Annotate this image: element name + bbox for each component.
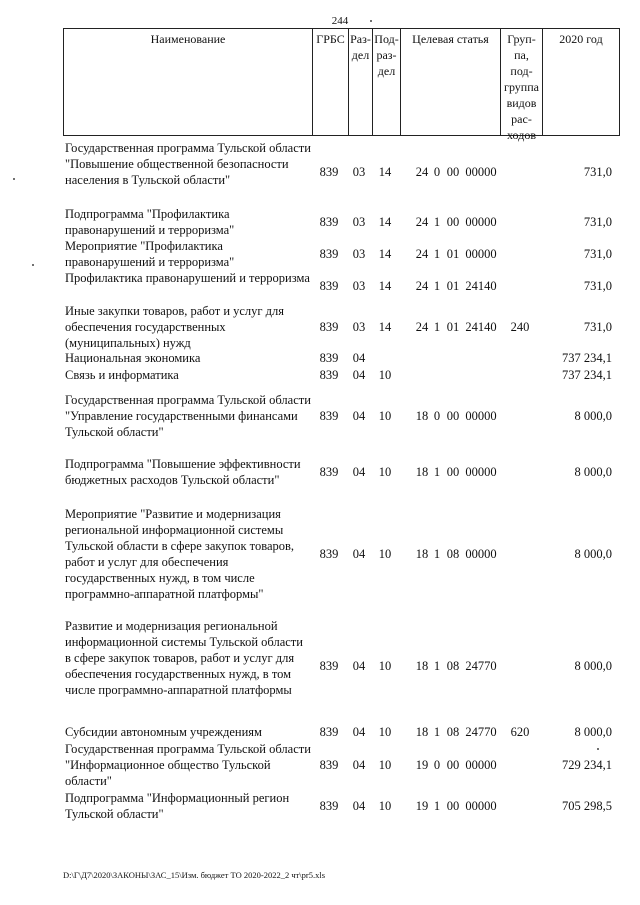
cell-cs1: 19 [415, 758, 429, 772]
cell-grbs: 839 [319, 547, 339, 561]
cell-cs2: 1 [433, 465, 441, 479]
table-row [63, 456, 620, 488]
table-row [63, 238, 620, 270]
row-name: Субсидии автономным учреждениям [65, 725, 262, 739]
table-row [63, 270, 620, 302]
cell-rz: 04 [352, 799, 366, 813]
cell-pr: 14 [378, 215, 392, 229]
cell-cs4: 00000 [465, 799, 497, 813]
cell-rz: 04 [352, 465, 366, 479]
cell-pr: 10 [378, 725, 392, 739]
cell-grbs: 839 [319, 409, 339, 423]
cell-cs2: 1 [433, 799, 441, 813]
cell-cs3: 08 [446, 547, 460, 561]
cell-amount: 8 000,0 [574, 659, 612, 673]
cell-grbs: 839 [319, 279, 339, 293]
row-name: Профилактика правонарушений и терроризма [65, 271, 310, 285]
cell-cs3: 01 [446, 247, 460, 261]
file-path-footer: D:\Г\Д7\2020\ЗАКОНЫ\ЗАС_15\Изм. бюджет ТО 2020-2022_2 чт\pr5.xls [63, 870, 326, 880]
cell-cs4: 24770 [465, 659, 497, 673]
cell-cs2: 0 [433, 758, 441, 772]
cell-amount: 8 000,0 [574, 465, 612, 479]
cell-grbs: 839 [319, 659, 339, 673]
cell-cs4: 00000 [465, 409, 497, 423]
cell-cs1: 24 [415, 279, 429, 293]
cell-amount: 731,0 [583, 215, 612, 229]
scan-speck [597, 748, 599, 750]
cell-cs4: 24140 [465, 320, 497, 334]
cell-grbs: 839 [319, 368, 339, 382]
cell-cs2: 1 [433, 279, 441, 293]
cell-amount: 729 234,1 [562, 758, 612, 772]
cell-cs2: 0 [433, 165, 441, 179]
cell-rz: 04 [352, 725, 366, 739]
cell-grbs: 839 [319, 725, 339, 739]
cell-rz: 04 [352, 547, 366, 561]
cell-rz: 04 [352, 409, 366, 423]
header-razdel: Раз- дел [348, 29, 372, 135]
page-number: 244 [331, 15, 349, 27]
cell-grbs: 839 [319, 758, 339, 772]
cell-pr: 10 [378, 799, 392, 813]
cell-pr: 10 [378, 465, 392, 479]
cell-cs1: 24 [415, 247, 429, 261]
cell-grbs: 839 [319, 320, 339, 334]
table-header [63, 28, 620, 142]
row-name: Связь и информатика [65, 368, 179, 382]
cell-rz: 04 [352, 758, 366, 772]
cell-pr: 10 [378, 758, 392, 772]
table-row [63, 790, 620, 822]
cell-amount: 731,0 [583, 165, 612, 179]
scan-speck [32, 264, 34, 266]
cell-amount: 737 234,1 [562, 368, 612, 382]
cell-pr: 10 [378, 409, 392, 423]
table-row [63, 367, 620, 383]
table-row [63, 350, 620, 366]
cell-cs4: 00000 [465, 165, 497, 179]
cell-cs2: 1 [433, 247, 441, 261]
cell-pr: 14 [378, 165, 392, 179]
row-name: Мероприятие "Профилактика правонарушений и терроризма" [65, 239, 235, 269]
cell-cs1: 18 [415, 725, 429, 739]
cell-pr: 10 [378, 547, 392, 561]
cell-cs4: 00000 [465, 547, 497, 561]
cell-cs4: 00000 [465, 215, 497, 229]
cell-pr: 14 [378, 320, 392, 334]
cell-rz: 03 [352, 320, 366, 334]
header-grbs: ГРБС [312, 29, 348, 135]
scan-speck [13, 178, 15, 180]
cell-cs3: 00 [446, 409, 460, 423]
row-name: Подпрограмма "Информационный регион Тульской области" [65, 791, 290, 821]
table-row [63, 506, 620, 602]
cell-amount: 731,0 [583, 279, 612, 293]
cell-cs1: 24 [415, 320, 429, 334]
header-name: Наименование [150, 32, 226, 46]
cell-rz: 03 [352, 247, 366, 261]
cell-grbs: 839 [319, 165, 339, 179]
cell-grbs: 839 [319, 351, 339, 365]
cell-amount: 705 298,5 [562, 799, 612, 813]
scan-speck [370, 20, 372, 22]
cell-amount: 731,0 [583, 247, 612, 261]
table-row [63, 206, 620, 238]
cell-cs2: 1 [433, 659, 441, 673]
row-name: Подпрограмма "Повышение эффективности бюджетных расходов Тульской области" [65, 457, 301, 487]
cell-cs3: 08 [446, 725, 460, 739]
cell-cs3: 00 [446, 465, 460, 479]
table-row [63, 392, 620, 440]
cell-amount: 737 234,1 [562, 351, 612, 365]
cell-cs3: 08 [446, 659, 460, 673]
cell-cs1: 24 [415, 165, 429, 179]
row-name: Государственная программа Тульской области "Управление государственными финансами Тульской области" [65, 393, 311, 439]
cell-cs1: 19 [415, 799, 429, 813]
cell-vr: 620 [510, 725, 530, 739]
cell-pr: 14 [378, 279, 392, 293]
cell-cs4: 00000 [465, 247, 497, 261]
cell-cs3: 00 [446, 215, 460, 229]
header-target: Целевая статья [400, 29, 500, 135]
cell-cs4: 24770 [465, 725, 497, 739]
row-name: Развитие и модернизация региональной информационной системы Тульской области в сфере закупок товаров, работ и услуг для обеспечения государственных нужд, в том числе программно-аппаратной платформы [65, 619, 303, 697]
cell-pr: 14 [378, 247, 392, 261]
cell-amount: 8 000,0 [574, 547, 612, 561]
cell-cs1: 24 [415, 215, 429, 229]
cell-vr: 240 [510, 320, 530, 334]
cell-cs1: 18 [415, 659, 429, 673]
cell-cs2: 1 [433, 725, 441, 739]
cell-cs3: 01 [446, 320, 460, 334]
cell-cs4: 00000 [465, 465, 497, 479]
table-row [63, 741, 620, 789]
cell-cs1: 18 [415, 409, 429, 423]
cell-cs2: 1 [433, 215, 441, 229]
cell-grbs: 839 [319, 465, 339, 479]
table-row [63, 303, 620, 351]
cell-grbs: 839 [319, 215, 339, 229]
cell-cs2: 1 [433, 547, 441, 561]
cell-grbs: 839 [319, 799, 339, 813]
table-row [63, 724, 620, 740]
row-name: Государственная программа Тульской области "Повышение общественной безопасности населения в Тульской области" [65, 141, 311, 187]
cell-cs4: 00000 [465, 758, 497, 772]
cell-amount: 731,0 [583, 320, 612, 334]
row-name: Национальная экономика [65, 351, 201, 365]
cell-rz: 03 [352, 165, 366, 179]
header-podrazdel: Под- раз- дел [372, 29, 400, 135]
cell-pr: 10 [378, 659, 392, 673]
cell-rz: 03 [352, 279, 366, 293]
header-year: 2020 год [542, 29, 619, 135]
row-name: Мероприятие "Развитие и модернизация региональной информационной системы Тульской области в сфере закупок товаров, работ и услуг для обеспечения государственных нужд, в том числе программно-аппаратной платформы" [65, 507, 295, 601]
cell-rz: 04 [352, 368, 366, 382]
cell-cs3: 00 [446, 758, 460, 772]
cell-grbs: 839 [319, 247, 339, 261]
row-name: Подпрограмма "Профилактика правонарушений и терроризма" [65, 207, 235, 237]
cell-cs2: 1 [433, 320, 441, 334]
cell-cs4: 24140 [465, 279, 497, 293]
cell-rz: 03 [352, 215, 366, 229]
row-name: Иные закупки товаров, работ и услуг для обеспечения государственных (муниципальных) нужд [65, 304, 285, 350]
cell-amount: 8 000,0 [574, 725, 612, 739]
cell-cs3: 00 [446, 165, 460, 179]
cell-rz: 04 [352, 659, 366, 673]
cell-cs2: 0 [433, 409, 441, 423]
table-row [63, 140, 620, 204]
cell-cs3: 01 [446, 279, 460, 293]
cell-amount: 8 000,0 [574, 409, 612, 423]
cell-cs1: 18 [415, 465, 429, 479]
cell-cs3: 00 [446, 799, 460, 813]
cell-rz: 04 [352, 351, 366, 365]
row-name: Государственная программа Тульской области "Информационное общество Тульской области" [65, 742, 311, 788]
header-vid: Груп- па, под- группа видов рас- ходов [500, 29, 542, 135]
cell-cs1: 18 [415, 547, 429, 561]
table-row [63, 618, 620, 714]
cell-pr: 10 [378, 368, 392, 382]
